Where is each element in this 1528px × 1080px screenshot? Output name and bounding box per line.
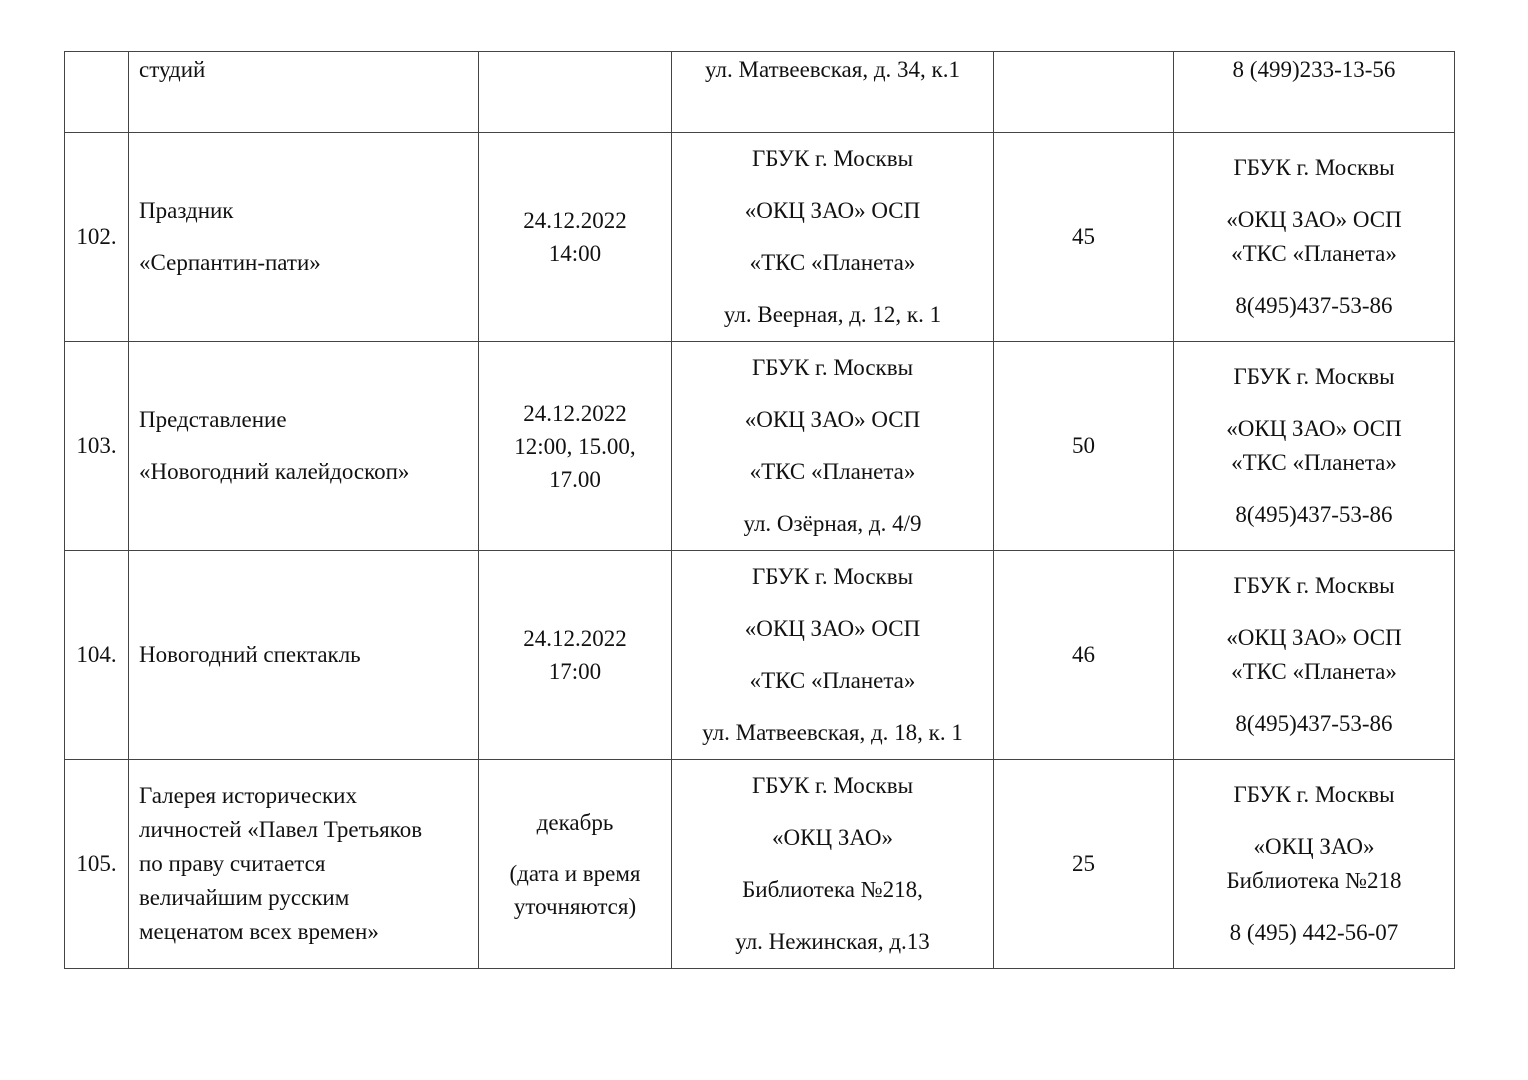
row-number-cell	[65, 52, 129, 133]
event-place-line: ул. Матвеевская, д. 18, к. 1	[702, 720, 963, 745]
organizer-cell	[1174, 52, 1455, 133]
event-date-line: 17.00	[549, 466, 601, 492]
participants-count: 45	[994, 133, 1174, 342]
table-row	[65, 52, 1455, 133]
participants-count: 50	[994, 342, 1174, 551]
organizer-cell	[1174, 133, 1455, 342]
event-name-cell	[129, 133, 479, 342]
event-place-line: «ОКЦ ЗАО» ОСП	[744, 198, 921, 223]
event-place-line: ГБУК г. Москвы	[751, 773, 914, 798]
event-place-line: ул. Веерная, д. 12, к. 1	[723, 302, 942, 327]
event-name-line: Новогодний спектакль	[139, 642, 361, 667]
row-number: 103.	[65, 342, 129, 551]
event-name-line: по праву считается	[139, 851, 326, 876]
table-row	[65, 133, 1455, 342]
organizer-phone: 8 (495) 442-56-07	[1229, 920, 1399, 945]
event-name-line: личностей «Павел Третьяков	[139, 817, 423, 842]
event-place-line: ГБУК г. Москвы	[751, 355, 914, 380]
event-date-line: (дата и время	[509, 860, 641, 886]
event-place-cell	[672, 342, 994, 551]
event-date-cell	[479, 551, 672, 760]
organizer-line: «ОКЦ ЗАО» ОСП	[1226, 207, 1402, 232]
table-row	[65, 760, 1455, 969]
organizer-line: ГБУК г. Москвы	[1233, 782, 1395, 807]
event-name-line: величайшим русским	[139, 885, 350, 910]
event-name-text: студий	[139, 57, 206, 82]
event-place-line: «ОКЦ ЗАО» ОСП	[744, 616, 921, 641]
event-place-text: ул. Матвеевская, д. 34, к.1	[705, 57, 960, 82]
event-name-line: «Серпантин-пати»	[139, 250, 321, 275]
event-name-line: меценатом всех времен»	[139, 919, 379, 944]
organizer-line: «ОКЦ ЗАО»	[1253, 834, 1375, 859]
organizer-line: «ОКЦ ЗАО» ОСП	[1226, 625, 1402, 650]
organizer-line: ГБУК г. Москвы	[1233, 155, 1395, 180]
row-number: 104.	[65, 551, 129, 760]
organizer-line: ГБУК г. Москвы	[1233, 364, 1395, 389]
organizer-phone: 8(495)437-53-86	[1235, 502, 1393, 527]
event-place-line: ГБУК г. Москвы	[751, 146, 914, 171]
event-place-line: «ТКС «Планета»	[749, 668, 916, 693]
event-date-cell	[479, 342, 672, 551]
event-date-line: 24.12.2022	[523, 626, 627, 651]
event-date-line: 12:00, 15.00,	[514, 433, 636, 459]
row-number: 102.	[65, 133, 129, 342]
organizer-phone: 8(495)437-53-86	[1235, 293, 1393, 318]
event-name-line: Праздник	[139, 198, 234, 223]
event-date-line: 24.12.2022	[523, 400, 627, 426]
participants-count: 25	[994, 760, 1174, 969]
event-place-cell	[672, 133, 994, 342]
event-date-line: 17:00	[548, 659, 602, 684]
event-name-cell	[129, 52, 479, 133]
event-name-cell	[129, 342, 479, 551]
event-date-cell	[479, 52, 672, 133]
event-place-line: «ОКЦ ЗАО»	[772, 825, 893, 850]
organizer-phone: 8 (499)233-13-56	[1232, 57, 1396, 82]
event-place-cell	[672, 551, 994, 760]
event-name-line: Представление	[139, 407, 287, 432]
event-date-line: декабрь	[536, 809, 614, 835]
organizer-line: «ТКС «Планета»	[1231, 450, 1397, 475]
event-date-line: 14:00	[548, 241, 602, 266]
organizer-line: ГБУК г. Москвы	[1233, 573, 1395, 598]
event-date-cell	[479, 133, 672, 342]
organizer-cell	[1174, 342, 1455, 551]
table-row	[65, 551, 1455, 760]
organizer-phone: 8(495)437-53-86	[1235, 711, 1393, 736]
event-place-line: ГБУК г. Москвы	[751, 564, 914, 589]
event-place-line: Библиотека №218,	[742, 877, 923, 902]
event-place-line: «ОКЦ ЗАО» ОСП	[744, 407, 921, 432]
organizer-line: «ТКС «Планета»	[1231, 659, 1397, 684]
participants-cell	[994, 52, 1174, 133]
event-name-line: Галерея исторических	[139, 783, 357, 808]
event-place-cell	[672, 760, 994, 969]
row-number: 105.	[65, 760, 129, 969]
event-name-line: «Новогодний калейдоскоп»	[139, 459, 410, 484]
event-date-cell	[479, 760, 672, 969]
event-place-cell	[672, 52, 994, 133]
organizer-cell	[1174, 760, 1455, 969]
event-name-cell	[129, 760, 479, 969]
events-table	[64, 51, 1455, 969]
event-date-line: уточняются)	[513, 893, 637, 919]
organizer-line: Библиотека №218	[1226, 868, 1402, 893]
event-place-line: «ТКС «Планета»	[749, 459, 916, 484]
event-place-line: ул. Нежинская, д.13	[735, 929, 930, 954]
organizer-cell	[1174, 551, 1455, 760]
event-name-cell	[129, 551, 479, 760]
organizer-line: «ОКЦ ЗАО» ОСП	[1226, 416, 1402, 441]
organizer-line: «ТКС «Планета»	[1231, 241, 1397, 266]
table-row	[65, 342, 1455, 551]
event-date-line: 24.12.2022	[523, 208, 627, 233]
participants-count: 46	[994, 551, 1174, 760]
event-place-line: ул. Озёрная, д. 4/9	[743, 511, 922, 536]
event-place-line: «ТКС «Планета»	[749, 250, 916, 275]
